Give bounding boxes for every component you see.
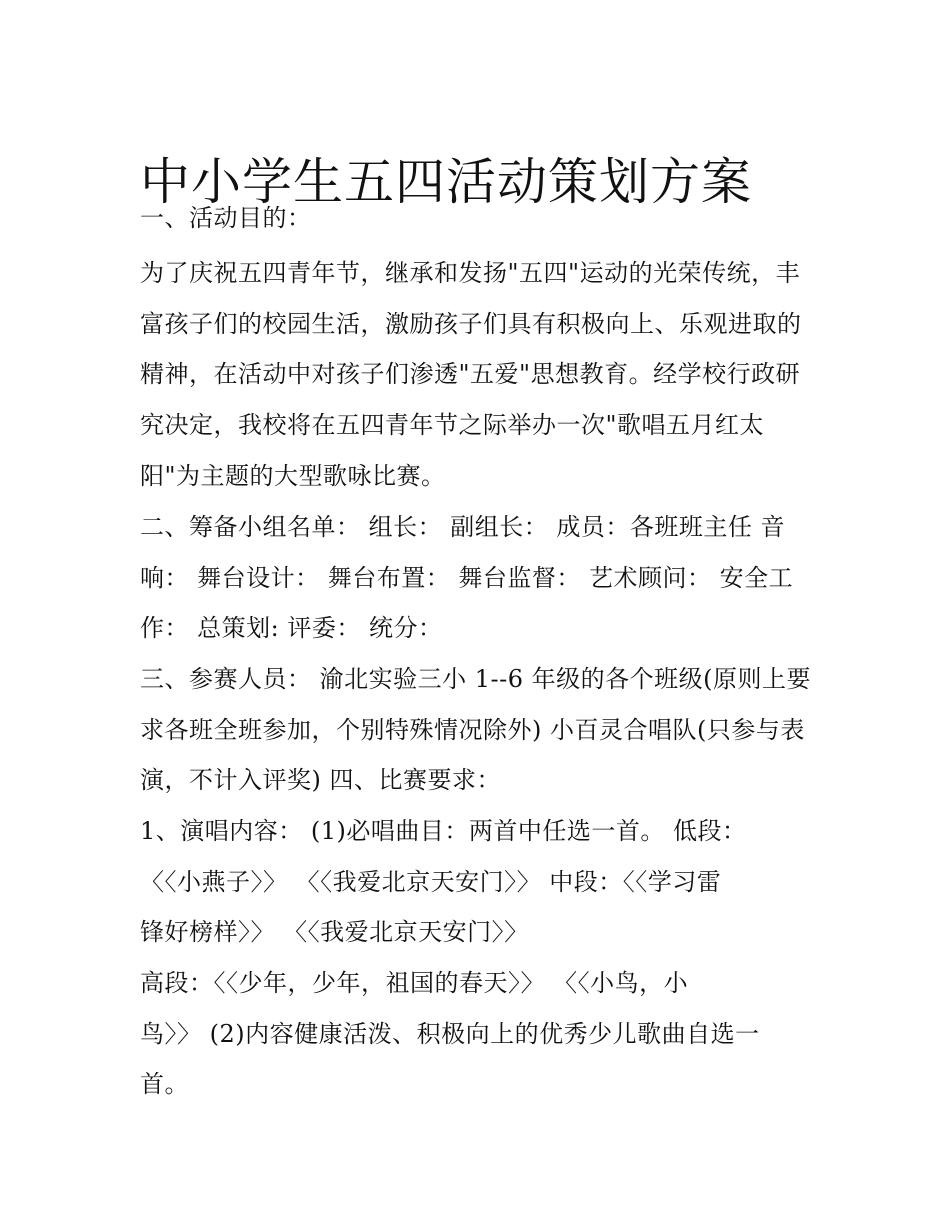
body-line: 高段：〈〈少年，少年，祖国的春天〉〉 〈〈小鸟，小 [140, 969, 689, 997]
section-heading-participants: 三、参赛人员： 渝北实验三小 1--6 年级的各个班级(原则上要 [140, 665, 812, 693]
body-line: 究决定，我校将在五四青年节之际举办一次"歌唱五月红太 [140, 411, 765, 439]
section-heading-purpose: 一、活动目的： [140, 204, 312, 232]
body-line: 求各班全班参加，个别特殊情况除外) 小百灵合唱队(只参与表 [140, 716, 805, 744]
body-line: 响： 舞台设计： 舞台布置： 舞台监督： 艺术顾问： 安全工 [140, 564, 794, 592]
body-line: 〈〈小燕子〉〉 〈〈我爱北京天安门〉〉 中段：〈〈学习雷 [140, 868, 722, 896]
body-line: 首。 [140, 1070, 189, 1098]
body-line: 富孩子们的校园生活，激励孩子们具有积极向上、乐观进取的 [140, 310, 802, 338]
document-title: 中小学生五四活动策划方案 [140, 152, 752, 211]
body-line: 精神，在活动中对孩子们渗透"五爱"思想教育。经学校行政研 [140, 360, 801, 388]
body-line: 阳"为主题的大型歌咏比赛。 [140, 462, 446, 490]
body-line: 作： 总策划: 评委： 统分： [140, 614, 443, 642]
body-line: 锋好榜样〉〉 〈〈我爱北京天安门〉〉 [140, 918, 529, 946]
body-line: 为了庆祝五四青年节，继承和发扬"五四"运动的光荣传统，丰 [140, 259, 801, 287]
body-line: 演，不计入评奖) 四、比赛要求： [140, 766, 501, 794]
section-heading-committee: 二、筹备小组名单： 组长： 副组长： 成员：各班班主任 音 [140, 513, 786, 541]
body-line: 鸟〉〉 (2)内容健康活泼、积极向上的优秀少儿歌曲自选一 [140, 1020, 760, 1048]
body-line: 1、演唱内容： (1)必唱曲目：两首中任选一首。 低段： [140, 817, 747, 845]
